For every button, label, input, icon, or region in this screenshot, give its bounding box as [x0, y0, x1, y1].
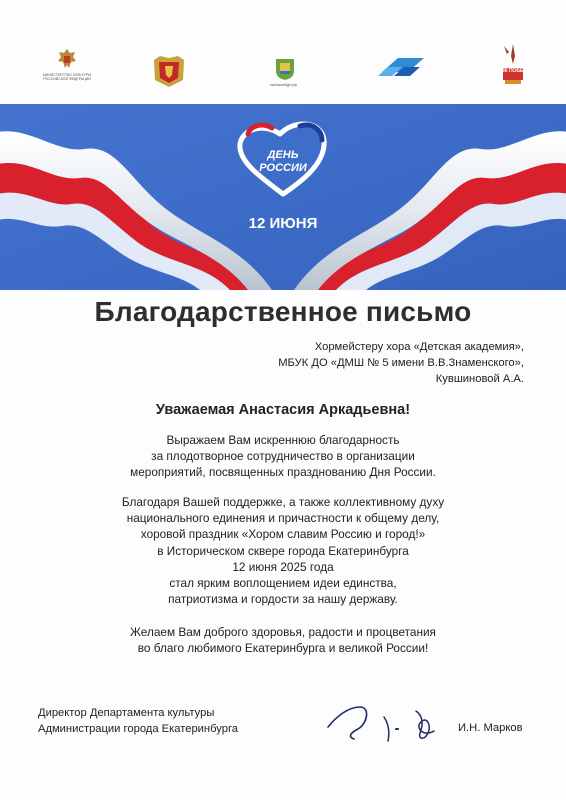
paragraph-event — [40, 494, 526, 607]
signer-name: И.Н. Марков — [458, 722, 523, 734]
blue-swoosh-logo-icon — [376, 54, 426, 83]
paragraph-line: национального единения и причастности к общему делу, — [126, 511, 440, 526]
paragraph-line: Благодаря Вашей поддержке, а также коллективному духу — [121, 495, 445, 509]
paragraph-line: мероприятий, посвященных празднованию Дня России. — [130, 465, 436, 480]
victory-caption: 80 ПОБЕДА — [502, 68, 531, 74]
paragraph-line: в Историческом сквере города Екатеринбурга — [157, 543, 409, 558]
paragraph-line: стал ярким воплощением идеи единства, — [169, 576, 397, 591]
paragraph-line: патриотизма и гордости за нашу державу. — [168, 592, 398, 607]
paragraph-line: за плодотворное сотрудничество в организации — [151, 449, 415, 464]
paragraph-line: Желаем Вам доброго здоровья, радости и процветания — [130, 625, 436, 639]
letter-title: Благодарственное письмо — [94, 296, 472, 327]
city-coat-of-arms-icon — [274, 57, 296, 86]
heart-line1: ДЕНЬ — [267, 149, 299, 161]
paragraph-gratitude — [40, 432, 526, 481]
recipient-name: Кувшиновой А.А. — [435, 373, 524, 385]
victory-80-logo-icon — [500, 42, 526, 91]
day-of-russia-banner — [0, 104, 566, 290]
handwritten-signature-icon — [324, 693, 444, 754]
paragraph-line: во благо любимого Екатеринбурга и великой России! — [137, 641, 429, 656]
logos-row — [0, 0, 566, 104]
city-caption: екатеринбург.рф — [270, 83, 298, 87]
position-line: Директор Департамента культуры — [38, 707, 215, 719]
paragraph-line: хоровой праздник «Хором славим Россию и город!» — [140, 527, 426, 542]
recipient-line: МБУК ДО «ДМШ № 5 имени В.В.Знаменского», — [278, 357, 524, 369]
recipient-line: Хормейстеру хора «Детская академия», — [314, 341, 524, 353]
signer-position — [38, 705, 238, 737]
paragraph-line: Выражаем Вам искреннюю благодарность — [166, 433, 400, 447]
ministry-caption: МИНИСТЕРСТВО КУЛЬТУРЫ РОССИЙСКОЙ ФЕДЕРАЦИИ — [42, 73, 92, 81]
heart-line2: РОССИИ — [259, 162, 307, 174]
greeting: Уважаемая Анастасия Аркадьевна! — [155, 402, 411, 418]
paragraph-wishes — [40, 624, 526, 656]
region-coat-of-arms-icon — [150, 54, 188, 93]
position-line: Администрации города Екатеринбурга — [38, 723, 239, 735]
ministry-emblem-icon — [56, 47, 78, 76]
banner-date: 12 ИЮНЯ — [248, 215, 318, 232]
recipient-block — [278, 339, 524, 387]
paragraph-line: 12 июня 2025 года — [232, 559, 334, 574]
